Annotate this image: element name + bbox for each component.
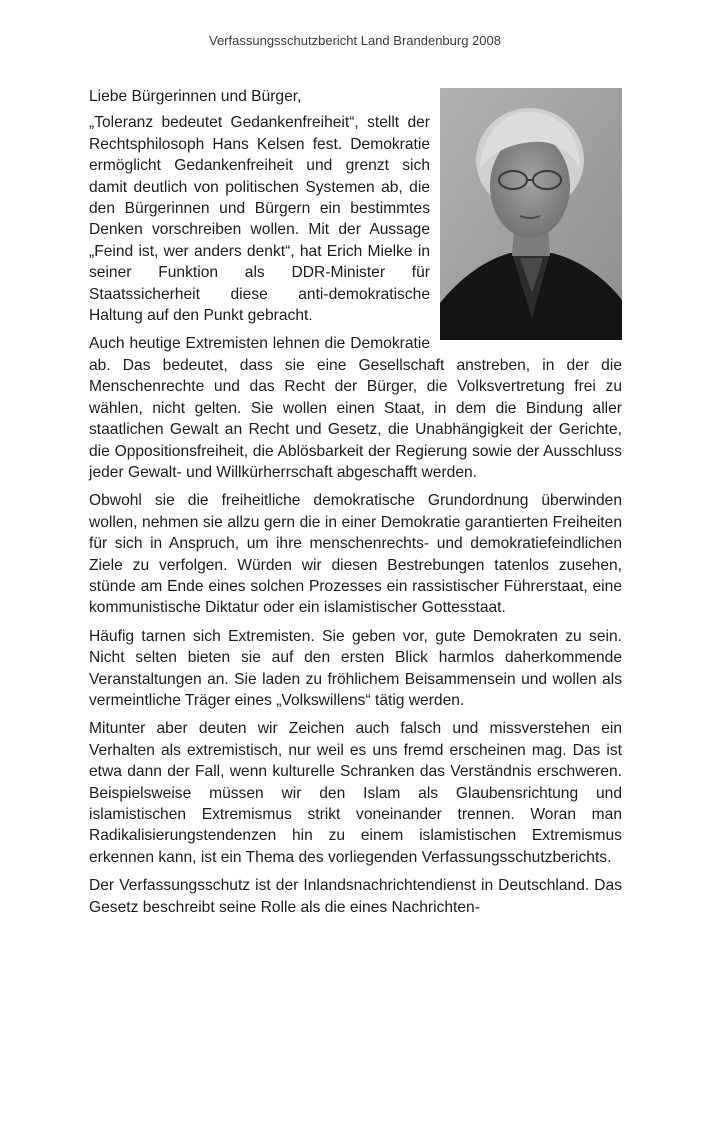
letter-body bbox=[89, 86, 622, 925]
paragraph: „Toleranz bedeutet Gedankenfreiheit“, stellt der Rechtsphilosoph Hans Kelsen fest. Demokratie ermöglicht Gedankenfreiheit und grenzt sich damit deutlich von politischen Systemen ab, die den Bürgerinnen und Bürgern ein bestimmtes Denken vorschreiben wollen. Mit der Aussage „Feind ist, wer anders denkt“, hat Erich Mielke in seiner Funktion als DDR-Minister für Staatssicherheit diese anti-demokratische Haltung auf den Punkt gebracht. bbox=[89, 114, 430, 325]
paragraph: Obwohl sie die freiheitliche demokratische Grundordnung überwinden wollen, nehmen sie allzu gern die in einer Demokratie garantierten Freiheiten für sich in Anspruch, um ihre menschenrechts- und demokratiefeindlichen Ziele zu verfolgen. Würden wir diesen Bestrebungen tatenlos zusehen, stünde am Ende eines solchen Prozesses ein rassistischer Führerstaat, eine kommunistische Diktatur oder ein islamistischer Gottesstaat. bbox=[89, 492, 622, 617]
running-header: Verfassungsschutzbericht Land Brandenburg 2008 bbox=[209, 33, 501, 48]
paragraph: Mitunter aber deuten wir Zeichen auch falsch und missverstehen ein Verhalten als extremistisch, nur weil es uns fremd erscheinen mag. Das ist etwa dann der Fall, wenn kulturelle Schranken das Verständnis erschweren. Beispielsweise müssen wir den Islam als Glaubensrichtung und islamistischen Extremismus strikt voneinander trennen. Woran man Radikalisierungstendenzen hin zu einem islamistischen Extremismus erkennen kann, ist ein Thema des vorliegenden Verfassungsschutzberichts. bbox=[89, 720, 622, 866]
portrait-photo-icon bbox=[440, 88, 622, 340]
salutation: Liebe Bürgerinnen und Bürger, bbox=[89, 88, 302, 105]
paragraph: Der Verfassungsschutz ist der Inlandsnachrichtendienst in Deutschland. Das Gesetz beschreibt seine Rolle als die eines Nachrichten- bbox=[89, 877, 622, 916]
paragraph: Auch heutige Extremisten lehnen die Demokratie ab. Das bedeutet, dass sie eine Gesellschaft anstreben, in der die Menschenrechte und das Recht der Bürger, die Volksvertretung frei zu wählen, nicht gelten. Sie wollen einen Staat, in dem die Bindung aller staatlichen Gewalt an Recht und Gesetz, die Unabhängigkeit der Gerichte, die Oppositionsfreiheit, die Ablösbarkeit der Regierung sowie der Ausschluss jeder Gewalt- und Willkürherrschaft abgeschafft werden. bbox=[89, 335, 622, 481]
portrait-photo bbox=[440, 88, 622, 340]
paragraph: Häufig tarnen sich Extremisten. Sie geben vor, gute Demokraten zu sein. Nicht selten bieten sie auf den ersten Blick harmlos daherkommende Veranstaltungen an. Sie laden zu fröhlichem Beisammensein und wollen als vermeintliche Träger eines „Volkswillens“ tätig werden. bbox=[89, 627, 622, 709]
